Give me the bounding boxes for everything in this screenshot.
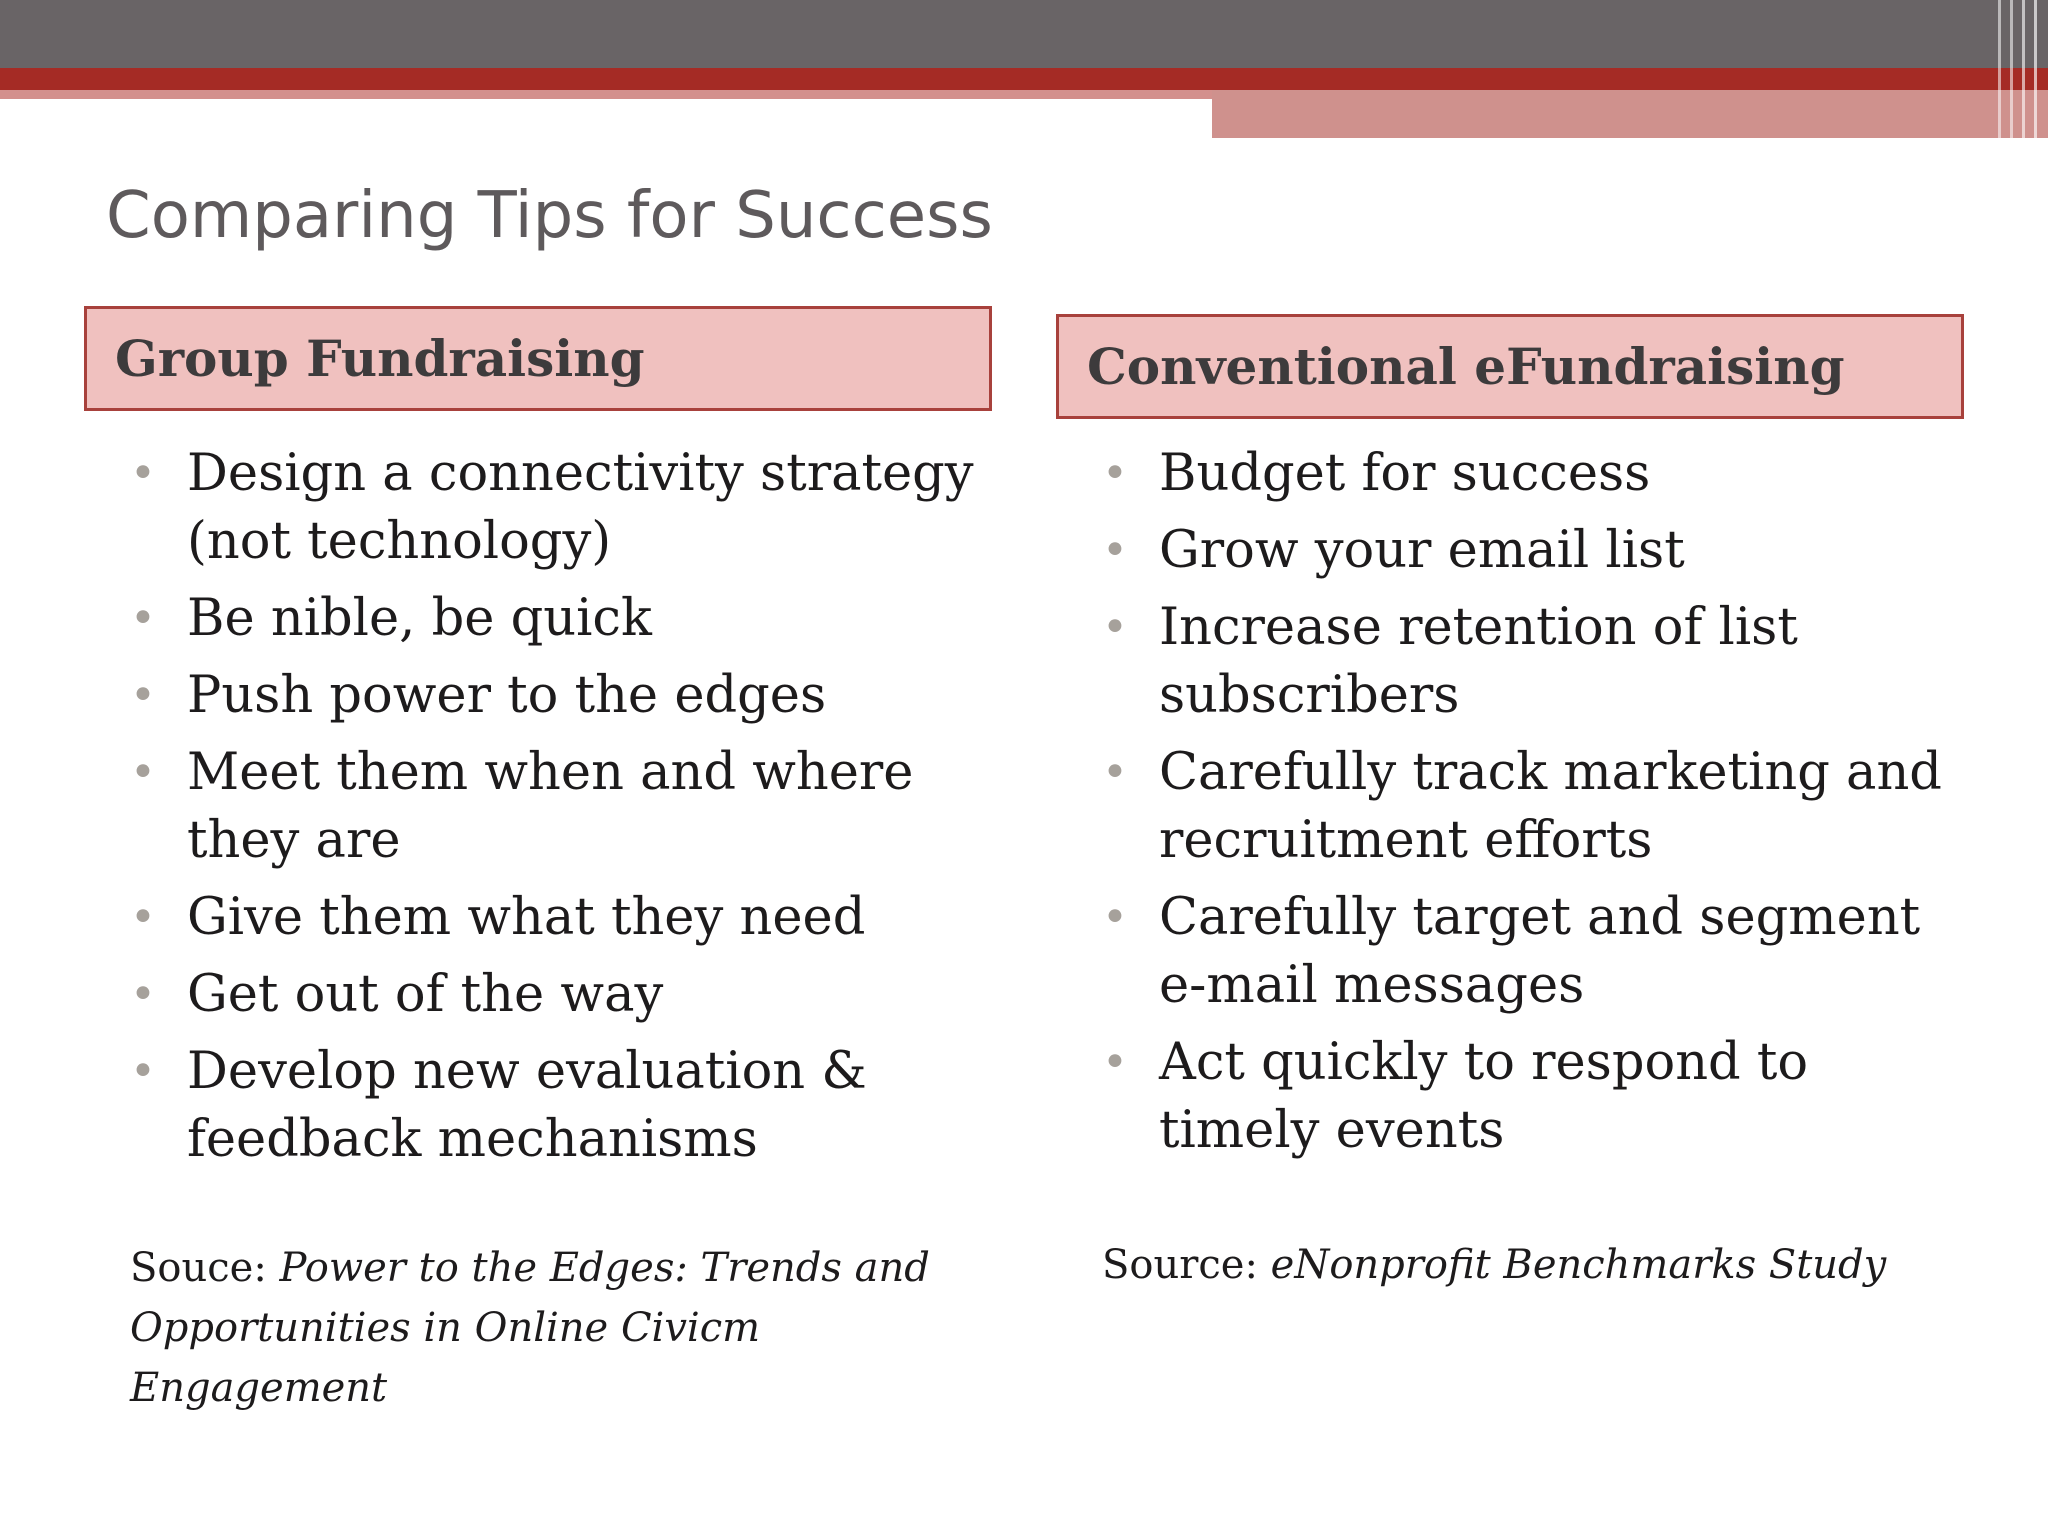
source-label: Souce: <box>130 1245 280 1291</box>
left-source-citation <box>130 1238 990 1418</box>
source-title: eNonprofit Benchmarks Study <box>1270 1242 1887 1288</box>
list-item-text: Act quickly to respond to timely events <box>1159 1033 1809 1160</box>
right-bullet-list <box>1102 440 1962 1174</box>
bullet-icon: • <box>130 969 156 1020</box>
list-item-text: Budget for success <box>1159 444 1651 503</box>
bullet-icon: • <box>130 670 156 721</box>
right-column-header: Conventional eFundraising <box>1056 314 1964 419</box>
list-item-text: Get out of the way <box>187 965 664 1024</box>
list-item-text: Give them what they need <box>187 888 866 947</box>
left-column-header: Group Fundraising <box>84 306 992 411</box>
slide-title: Comparing Tips for Success <box>106 179 993 253</box>
list-item <box>130 961 990 1029</box>
source-title: Power to the Edges: Trends and Opportunities in Online Civicm Engagement <box>130 1245 930 1411</box>
list-item-text: Carefully target and segment e-mail messages <box>1159 888 1921 1015</box>
list-item <box>130 739 990 875</box>
list-item <box>130 1038 990 1174</box>
list-item <box>1102 440 1962 508</box>
list-item <box>1102 884 1962 1020</box>
bullet-icon: • <box>1102 602 1128 653</box>
list-item-text: Grow your email list <box>1159 521 1685 580</box>
bullet-icon: • <box>130 1046 156 1097</box>
list-item <box>1102 739 1962 875</box>
list-item <box>1102 1029 1962 1165</box>
list-item-text: Carefully track marketing and recruitment efforts <box>1159 743 1942 870</box>
left-bullet-list <box>130 440 990 1183</box>
bullet-icon: • <box>1102 892 1128 943</box>
right-source-citation <box>1102 1235 2002 1295</box>
list-item-text: Increase retention of list subscribers <box>1159 598 1798 725</box>
top-banner-pink-thin <box>0 90 1212 99</box>
list-item-text: Push power to the edges <box>187 666 827 725</box>
top-banner-pink <box>1212 90 2048 138</box>
list-item-text: Develop new evaluation & feedback mechanisms <box>187 1042 867 1169</box>
list-item <box>1102 517 1962 585</box>
list-item-text: Meet them when and where they are <box>187 743 914 870</box>
bullet-icon: • <box>1102 747 1128 798</box>
list-item <box>130 440 990 576</box>
list-item <box>130 884 990 952</box>
list-item <box>1102 594 1962 730</box>
list-item <box>130 585 990 653</box>
list-item-text: Design a connectivity strategy (not technology) <box>187 444 974 571</box>
bullet-icon: • <box>130 448 156 499</box>
top-banner-gray <box>0 0 2048 68</box>
bullet-icon: • <box>130 747 156 798</box>
list-item-text: Be nible, be quick <box>187 589 652 648</box>
bullet-icon: • <box>130 593 156 644</box>
top-banner-red <box>0 68 2048 90</box>
banner-edge-stripes <box>1992 0 2048 138</box>
list-item <box>130 662 990 730</box>
source-label: Source: <box>1102 1242 1271 1288</box>
bullet-icon: • <box>1102 1037 1128 1088</box>
bullet-icon: • <box>1102 525 1128 576</box>
bullet-icon: • <box>130 892 156 943</box>
bullet-icon: • <box>1102 448 1128 499</box>
